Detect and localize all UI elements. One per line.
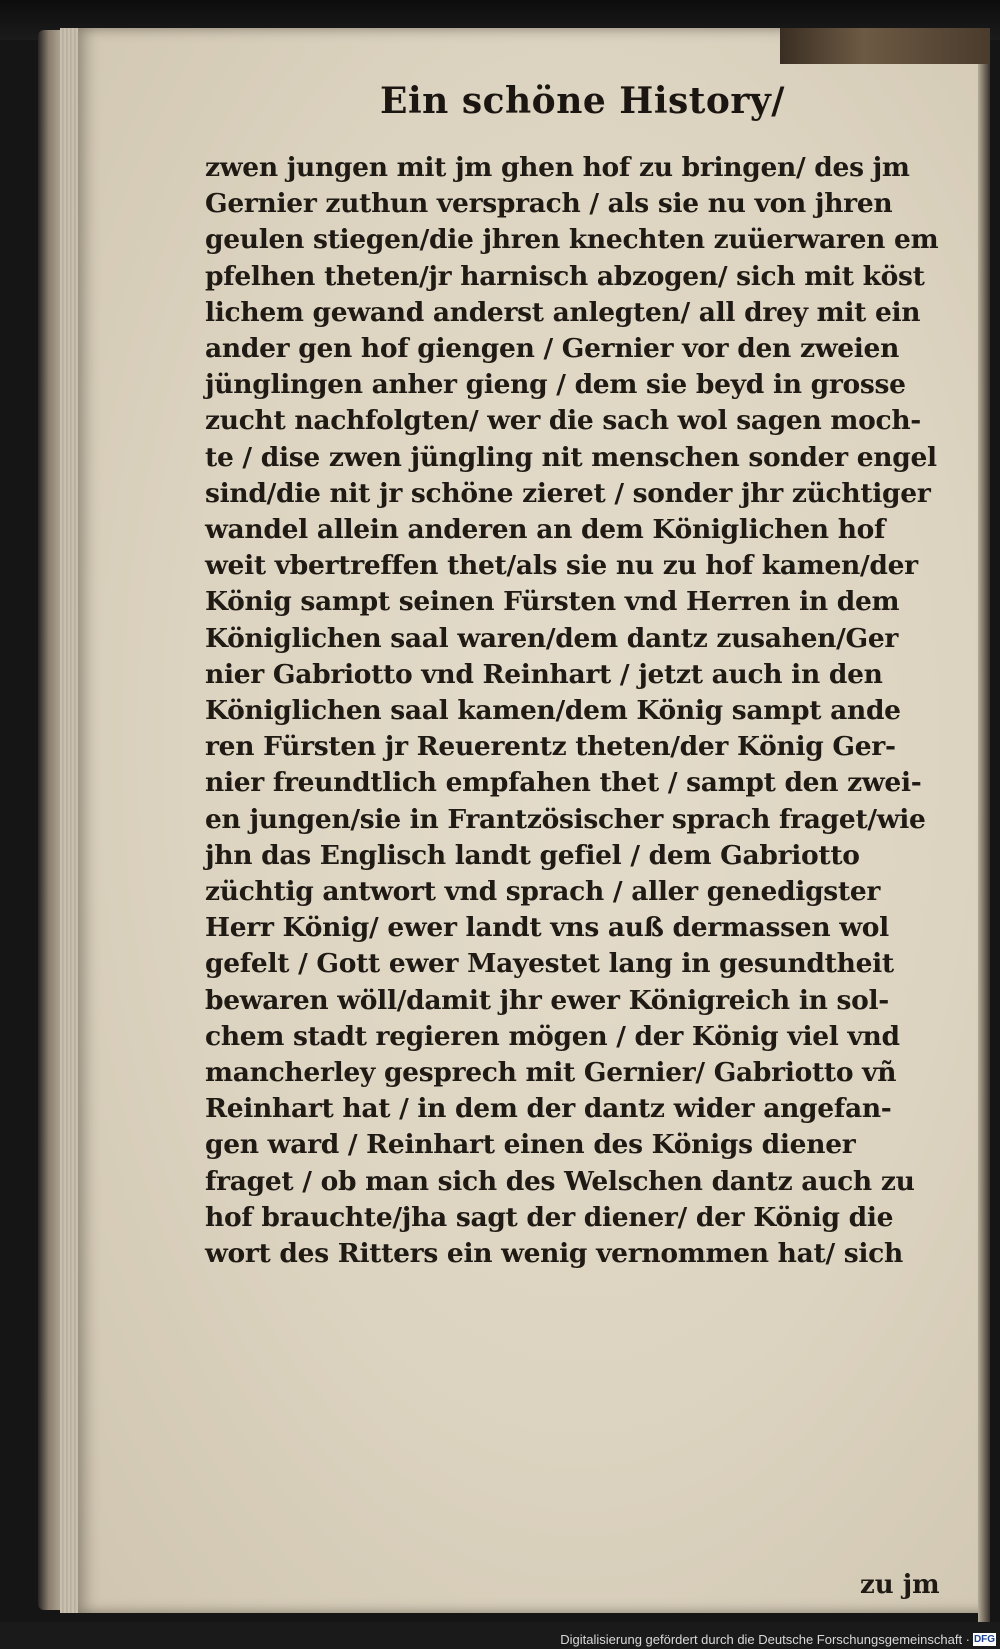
running-head: Ein schöne History/ (380, 80, 785, 122)
text-line: König sampt seinen Fürsten vnd Herren in dem (205, 586, 900, 618)
page-corner-strip (780, 28, 990, 64)
text-line: zucht nachfolgten/ wer die sach wol sagen moch- (205, 405, 921, 437)
text-line: nier Gabriotto vnd Reinhart / jetzt auch in den (205, 658, 883, 690)
text-line: gen ward / Reinhart einen des Königs diener (205, 1129, 856, 1161)
text-line: ren Fürsten jr Reuerentz theten/der König Ger- (205, 731, 896, 763)
text-line: Herr König/ ewer landt vns auß dermassen wol (205, 912, 889, 944)
catchword: zu jm (860, 1570, 940, 1600)
dfg-logo: DFG (973, 1634, 996, 1645)
text-line: wandel allein anderen an dem Königlichen hof (205, 514, 886, 546)
text-line: jünglingen anher gieng / dem sie beyd in grosse (205, 369, 906, 401)
text-line: jhn das Englisch landt gefiel / dem Gabriotto (205, 839, 860, 871)
text-line: fraget / ob man sich des Welschen dantz auch zu (205, 1165, 915, 1197)
text-line: te / dise zwen jüngling nit menschen sonder engel (205, 441, 937, 473)
text-line: lichem gewand anderst anlegten/ all drey mit ein (205, 296, 921, 328)
footer-credit: Digitalisierung gefördert durch die Deutsche Forschungsgemeinschaft · (560, 1632, 970, 1647)
text-line: wort des Ritters ein wenig vernommen hat/ sich (205, 1238, 903, 1270)
text-line: sind/die nit jr schöne zieret / sonder jhr züchtiger (205, 477, 931, 509)
text-line: nier freundtlich empfahen thet / sampt den zwei- (205, 767, 922, 799)
page-body-text (205, 150, 965, 1272)
text-line: bewaren wöll/damit jhr ewer Königreich in sol- (205, 984, 889, 1016)
text-line: Reinhart hat / in dem der dantz wider angefan- (205, 1093, 892, 1125)
text-line: Gernier zuthun versprach / als sie nu von jhren (205, 188, 893, 220)
text-line: ander gen hof giengen / Gernier vor den zweien (205, 333, 900, 365)
text-line: geulen stiegen/die jhren knechten zuüerwaren em (205, 224, 939, 256)
text-line: weit vbertreffen thet/als sie nu zu hof kamen/der (205, 550, 918, 582)
text-line: en jungen/sie in Frantzösischer sprach fraget/wie (205, 803, 926, 835)
text-line: Königlichen saal waren/dem dantz zusahen/Ger (205, 622, 899, 654)
text-line: zwen jungen mit jm ghen hof zu bringen/ des jm (205, 152, 910, 183)
page-right-edge (978, 64, 990, 1644)
text-line: gefelt / Gott ewer Mayestet lang in gesundtheit (205, 948, 894, 980)
text-line: züchtig antwort vnd sprach / aller genedigster (205, 876, 881, 908)
text-line: chem stadt regieren mögen / der König viel vnd (205, 1020, 900, 1052)
text-line: pfelhen theten/jr harnisch abzogen/ sich mit köst (205, 260, 925, 292)
text-line: hof brauchte/jha sagt der diener/ der König die (205, 1201, 894, 1233)
text-line: Königlichen saal kamen/dem König sampt ande (205, 695, 901, 727)
text-line: mancherley gesprech mit Gernier/ Gabriotto vñ (205, 1057, 897, 1089)
